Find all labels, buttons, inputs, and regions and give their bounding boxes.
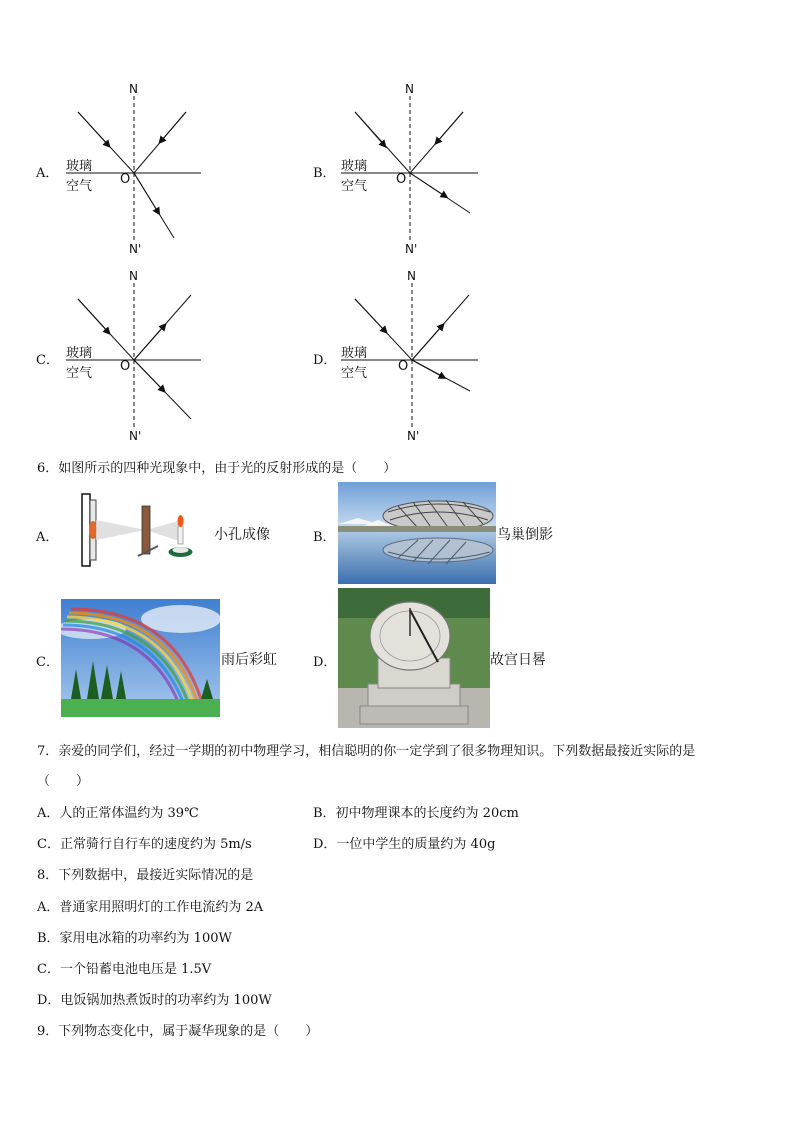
diagram-d: [313, 267, 493, 447]
medium-top-label: 玻璃: [341, 346, 368, 361]
option-letter: C．: [36, 655, 59, 670]
normal-top-label: N: [405, 82, 414, 96]
option-letter: D．: [313, 353, 337, 368]
caption-pinhole: 小孔成像: [214, 527, 270, 543]
medium-bottom-label: 空气: [341, 366, 368, 381]
question-8-option-c: C．一个铅蓄电池电压是 1.5V: [37, 962, 212, 977]
normal-bottom-label: N': [129, 429, 142, 443]
question-7-option-a: A．人的正常体温约为 39℃: [37, 806, 199, 821]
diagram-b: [313, 80, 493, 260]
option-letter: B．: [313, 166, 336, 181]
origin-label: O: [396, 172, 407, 187]
medium-top-label: 玻璃: [341, 159, 368, 174]
normal-bottom-label: N': [129, 242, 142, 256]
normal-top-label: N: [129, 82, 138, 96]
normal-bottom-label: N': [405, 242, 418, 256]
question-8-option-d: D．电饭锅加热煮饭时的功率约为 100W: [37, 993, 272, 1008]
origin-label: O: [120, 172, 131, 187]
birds-nest-reflection-image: [338, 482, 496, 584]
question-7-option-d: D．一位中学生的质量约为 40g: [313, 837, 496, 852]
caption-birds-nest: 鸟巢倒影: [497, 527, 553, 543]
question-6-stem: 6．如图所示的四种光现象中，由于光的反射形成的是（ ）: [37, 461, 397, 476]
medium-top-label: 玻璃: [66, 346, 93, 361]
medium-bottom-label: 空气: [66, 366, 93, 381]
sundial-image: [338, 588, 490, 728]
refraction-diagram: [313, 267, 493, 447]
refraction-diagram: [36, 267, 216, 447]
pinhole-image: [78, 490, 198, 570]
origin-label: O: [120, 359, 131, 374]
question-7-option-c: C．正常骑行自行车的速度约为 5m/s: [37, 837, 252, 852]
medium-bottom-label: 空气: [66, 179, 93, 194]
medium-bottom-label: 空气: [341, 179, 368, 194]
option-letter: A．: [36, 530, 59, 545]
normal-top-label: N: [129, 269, 138, 283]
option-letter: C．: [36, 353, 59, 368]
question-7-stem: 7．亲爱的同学们，经过一学期的初中物理学习，相信聪明的你一定学到了很多物理知识。下列数据最接近实际的是: [37, 744, 696, 759]
refraction-diagram: [36, 80, 216, 260]
question-7-option-b: B．初中物理课本的长度约为 20cm: [313, 806, 519, 821]
origin-label: O: [398, 359, 409, 374]
caption-rainbow: 雨后彩虹: [221, 652, 277, 668]
option-letter: B．: [313, 530, 336, 545]
normal-bottom-label: N': [407, 429, 420, 443]
medium-top-label: 玻璃: [66, 159, 93, 174]
refraction-diagram: [313, 80, 493, 260]
question-8-option-b: B．家用电冰箱的功率约为 100W: [37, 931, 232, 946]
diagram-a: [36, 80, 216, 260]
option-letter: A．: [36, 166, 59, 181]
question-9-stem: 9．下列物态变化中，属于凝华现象的是（ ）: [37, 1024, 319, 1039]
caption-sundial: 故宫日晷: [490, 652, 546, 668]
rainbow-image: [61, 599, 220, 717]
question-8-option-a: A．普通家用照明灯的工作电流约为 2A: [37, 900, 264, 915]
option-letter: D．: [313, 655, 337, 670]
question-7-paren: （ ）: [37, 774, 90, 789]
normal-top-label: N: [407, 269, 416, 283]
question-8-stem: 8．下列数据中，最接近实际情况的是: [37, 868, 254, 883]
diagram-c: [36, 267, 216, 447]
